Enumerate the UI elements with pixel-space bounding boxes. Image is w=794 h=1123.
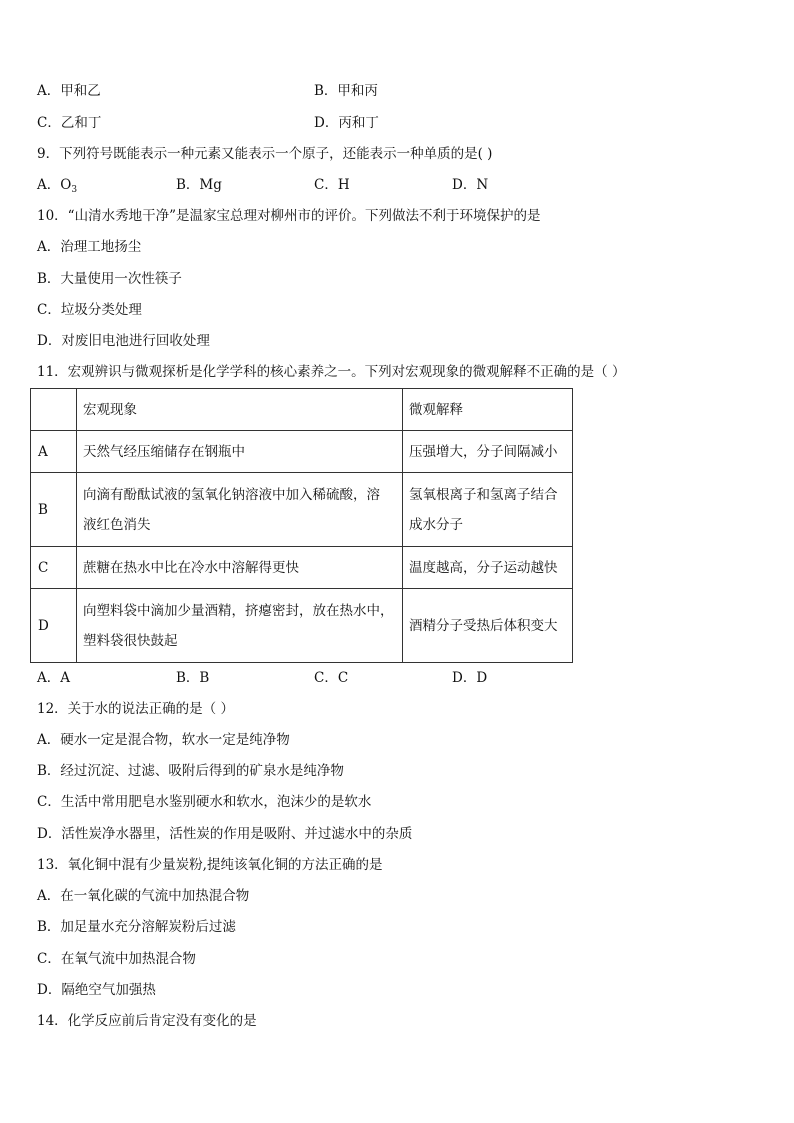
row-macro-line: 蔗糖在热水中比在冷水中溶解得更快 — [83, 559, 299, 576]
q13-option-a: A．在一氧化碳的气流中加热混合物 — [37, 888, 250, 904]
row-macro-line: 向滴有酚酞试液的氢氧化钠溶液中加入稀硫酸，溶 — [83, 486, 380, 503]
table-row — [31, 431, 573, 473]
q8-option-a: A．甲和乙 — [37, 83, 101, 99]
q12-option-d: D．活性炭净水器里，活性炭的作用是吸附、并过滤水中的杂质 — [37, 826, 413, 842]
q12-option-a: A．硬水一定是混合物，软水一定是纯净物 — [37, 732, 290, 748]
row-macro — [77, 431, 403, 473]
row-micro-line: 酒精分子受热后体积变大 — [409, 617, 558, 634]
q12-option-c: C．生活中常用肥皂水鉴别硬水和软水，泡沫少的是软水 — [37, 794, 372, 810]
row-micro-line: 温度越高，分子运动越快 — [409, 559, 558, 576]
row-micro — [403, 473, 573, 547]
q13-option-b: B．加足量水充分溶解炭粉后过滤 — [37, 919, 236, 935]
q8-option-d: D．丙和丁 — [314, 115, 379, 131]
q10-option-c: C．垃圾分类处理 — [37, 302, 142, 318]
table-row — [31, 473, 573, 547]
row-macro-line: 塑料袋很快鼓起 — [83, 632, 178, 649]
q11-table — [30, 388, 573, 663]
row-macro-line: 天然气经压缩储存在钢瓶中 — [83, 443, 245, 460]
q9-option-d: D．N — [452, 177, 489, 193]
row-key: C — [31, 547, 77, 589]
q11-stem: 11．宏观辨识与微观探析是化学学科的核心素养之一。下列对宏观现象的微观解释不正确的是（ ） — [37, 364, 626, 380]
header-cell-key — [31, 389, 77, 431]
row-micro-line: 成水分子 — [409, 516, 463, 533]
q13-option-d: D．隔绝空气加强热 — [37, 982, 156, 998]
q9-option-c: C．H — [314, 177, 350, 193]
row-macro — [77, 589, 403, 663]
row-macro-line: 液红色消失 — [83, 516, 151, 533]
q9-option-a-subscript: 3 — [71, 185, 78, 195]
row-key: A — [31, 431, 77, 473]
q14-stem: 14．化学反应前后肯定没有变化的是 — [37, 1013, 257, 1029]
q13-option-c: C．在氧气流中加热混合物 — [37, 951, 196, 967]
q13-stem: 13．氧化铜中混有少量炭粉,提纯该氧化铜的方法正确的是 — [37, 857, 383, 873]
q11-option-b: B．B — [176, 670, 210, 686]
q12-option-b: B．经过沉淀、过滤、吸附后得到的矿泉水是纯净物 — [37, 763, 344, 779]
q11-option-a: A．A — [37, 670, 70, 686]
header-cell-micro: 微观解释 — [403, 389, 573, 431]
row-micro — [403, 547, 573, 589]
q8-option-b: B．甲和丙 — [314, 83, 378, 99]
header-cell-macro: 宏观现象 — [77, 389, 403, 431]
row-macro — [77, 473, 403, 547]
q11-option-c: C．C — [314, 670, 349, 686]
row-macro — [77, 547, 403, 589]
q9-option-b: B．Mg — [176, 177, 222, 193]
q10-option-a: A．治理工地扬尘 — [37, 239, 142, 255]
q10-stem: 10．“山清水秀地干净”是温家宝总理对柳州市的评价。下列做法不利于环境保护的是 — [37, 208, 541, 224]
q8-option-c: C．乙和丁 — [37, 115, 102, 131]
row-micro — [403, 431, 573, 473]
row-micro-line: 压强增大，分子间隔减小 — [409, 443, 558, 460]
q9-option-a-text: A．O — [37, 177, 72, 193]
row-micro — [403, 589, 573, 663]
table-row — [31, 589, 573, 663]
row-key: B — [31, 473, 77, 547]
q11-option-d: D．D — [452, 670, 488, 686]
row-key: D — [31, 589, 77, 663]
row-micro-line: 氢氧根离子和氢离子结合 — [409, 486, 558, 503]
table-row — [31, 547, 573, 589]
row-macro-line: 向塑料袋中滴加少量酒精，挤瘪密封，放在热水中， — [83, 602, 394, 619]
q12-stem: 12．关于水的说法正确的是（ ） — [37, 701, 234, 717]
q9-stem: 9．下列符号既能表示一种元素又能表示一个原子，还能表示一种单质的是( ) — [37, 146, 493, 162]
q10-option-b: B．大量使用一次性筷子 — [37, 271, 182, 287]
q9-option-a — [37, 176, 77, 194]
q10-option-d: D．对废旧电池进行回收处理 — [37, 333, 210, 349]
table-header-row — [31, 389, 573, 431]
